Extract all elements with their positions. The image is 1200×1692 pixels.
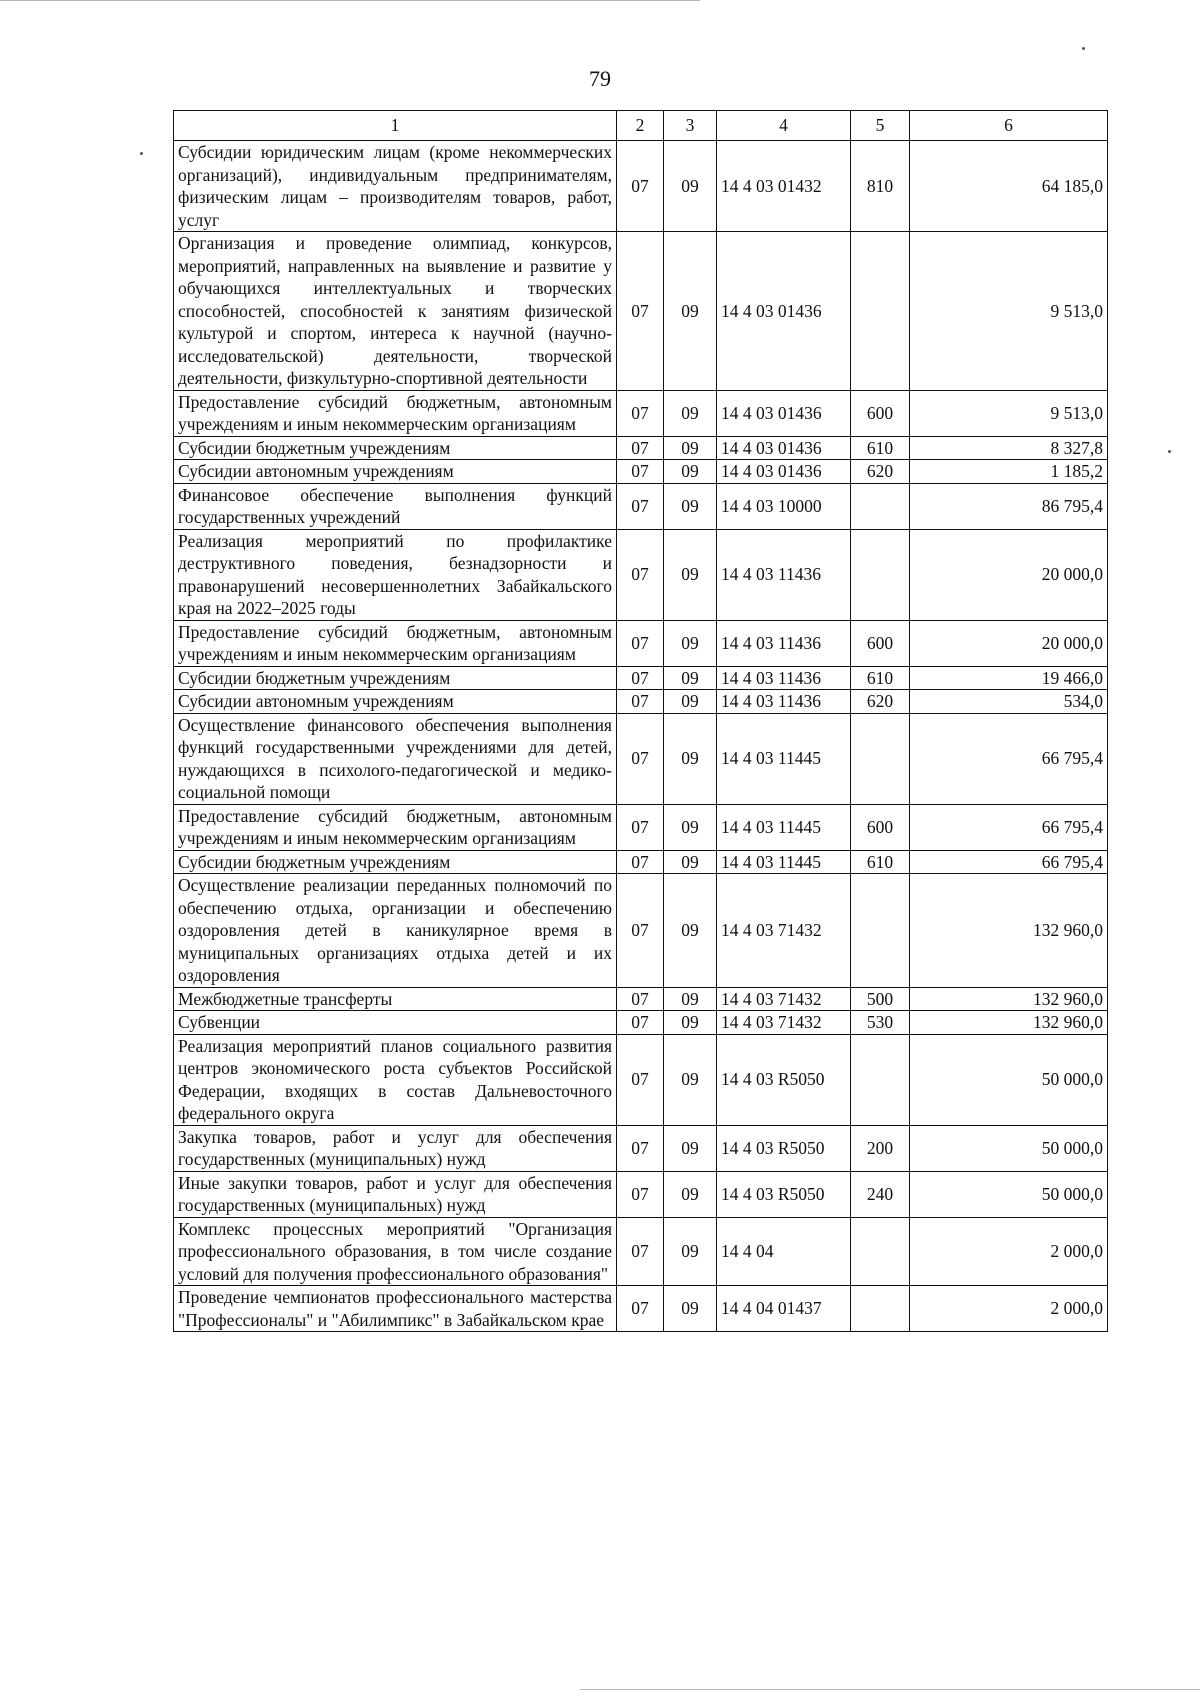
item-name: Финансовое обеспечение выполнения функций государственных учреждений: [174, 483, 617, 529]
subsection-code: 09: [664, 390, 717, 436]
subsection-code: 09: [664, 232, 717, 391]
item-name: Осуществление реализации переданных полномочий по обеспечению отдыха, организации и обеспечению оздоровления детей в каникулярное время в муниципальных организациях отдыха детей и их оздоровления: [174, 874, 617, 988]
table-row: [174, 620, 1108, 666]
section-code: 07: [617, 666, 664, 690]
target-code: 14 4 03 11445: [717, 850, 851, 874]
scan-speck: [1082, 47, 1085, 50]
subsection-code: 09: [664, 1217, 717, 1286]
subsection-code: 09: [664, 666, 717, 690]
subsection-code: 09: [664, 1286, 717, 1332]
section-code: 07: [617, 620, 664, 666]
target-code: 14 4 03 01436: [717, 460, 851, 484]
amount: 8 327,8: [910, 436, 1108, 460]
amount: 132 960,0: [910, 874, 1108, 988]
section-code: 07: [617, 713, 664, 804]
section-code: 07: [617, 436, 664, 460]
table-row: [174, 529, 1108, 620]
scan-top-edge: [0, 0, 700, 1]
table-row: [174, 874, 1108, 988]
target-code: 14 4 03 71432: [717, 1011, 851, 1035]
item-name: Субвенции: [174, 1011, 617, 1035]
amount: 9 513,0: [910, 232, 1108, 391]
section-code: 07: [617, 483, 664, 529]
target-code: 14 4 03 71432: [717, 987, 851, 1011]
amount: 86 795,4: [910, 483, 1108, 529]
item-name: Субсидии бюджетным учреждениям: [174, 666, 617, 690]
item-name: Субсидии бюджетным учреждениям: [174, 850, 617, 874]
target-code: 14 4 03 11436: [717, 666, 851, 690]
item-name: Комплекс процессных мероприятий "Организация профессионального образования, в том числе создание условий для получения профессионального образования": [174, 1217, 617, 1286]
table-row: [174, 1034, 1108, 1125]
header-col-6: 6: [910, 111, 1108, 141]
subsection-code: 09: [664, 690, 717, 714]
subsection-code: 09: [664, 713, 717, 804]
target-code: 14 4 03 01436: [717, 232, 851, 391]
target-code: 14 4 03 01436: [717, 390, 851, 436]
amount: 66 795,4: [910, 713, 1108, 804]
expense-type-code: 240: [851, 1171, 910, 1217]
table-row: [174, 141, 1108, 232]
section-code: 07: [617, 1034, 664, 1125]
expense-type-code: [851, 1034, 910, 1125]
table-row: [174, 483, 1108, 529]
amount: 19 466,0: [910, 666, 1108, 690]
amount: 2 000,0: [910, 1286, 1108, 1332]
target-code: 14 4 04: [717, 1217, 851, 1286]
target-code: 14 4 03 R5050: [717, 1171, 851, 1217]
subsection-code: 09: [664, 1171, 717, 1217]
page-number: 79: [589, 66, 611, 91]
table-row: [174, 690, 1108, 714]
amount: 50 000,0: [910, 1171, 1108, 1217]
subsection-code: 09: [664, 804, 717, 850]
subsection-code: 09: [664, 483, 717, 529]
expense-type-code: 810: [851, 141, 910, 232]
section-code: 07: [617, 460, 664, 484]
amount: 2 000,0: [910, 1217, 1108, 1286]
expense-type-code: 600: [851, 804, 910, 850]
amount: 1 185,2: [910, 460, 1108, 484]
table-row: [174, 1217, 1108, 1286]
subsection-code: 09: [664, 1034, 717, 1125]
subsection-code: 09: [664, 1011, 717, 1035]
section-code: 07: [617, 874, 664, 988]
section-code: 07: [617, 390, 664, 436]
subsection-code: 09: [664, 1125, 717, 1171]
section-code: 07: [617, 1286, 664, 1332]
expense-type-code: 610: [851, 850, 910, 874]
amount: 66 795,4: [910, 804, 1108, 850]
item-name: Иные закупки товаров, работ и услуг для обеспечения государственных (муниципальных) нужд: [174, 1171, 617, 1217]
budget-table: [173, 110, 1108, 1332]
target-code: 14 4 03 71432: [717, 874, 851, 988]
table-row: [174, 850, 1108, 874]
target-code: 14 4 03 11436: [717, 529, 851, 620]
expense-type-code: 530: [851, 1011, 910, 1035]
amount: 132 960,0: [910, 1011, 1108, 1035]
target-code: 14 4 03 10000: [717, 483, 851, 529]
subsection-code: 09: [664, 436, 717, 460]
section-code: 07: [617, 1217, 664, 1286]
scan-speck: [1168, 450, 1171, 453]
subsection-code: 09: [664, 460, 717, 484]
section-code: 07: [617, 987, 664, 1011]
section-code: 07: [617, 1171, 664, 1217]
section-code: 07: [617, 804, 664, 850]
expense-type-code: 620: [851, 460, 910, 484]
scan-speck: [140, 152, 143, 155]
amount: 20 000,0: [910, 620, 1108, 666]
subsection-code: 09: [664, 874, 717, 988]
header-col-1: 1: [174, 111, 617, 141]
table-row: [174, 232, 1108, 391]
section-code: 07: [617, 529, 664, 620]
section-code: 07: [617, 1011, 664, 1035]
expense-type-code: 610: [851, 666, 910, 690]
table-row: [174, 1011, 1108, 1035]
subsection-code: 09: [664, 620, 717, 666]
expense-type-code: 620: [851, 690, 910, 714]
amount: 66 795,4: [910, 850, 1108, 874]
expense-type-code: [851, 483, 910, 529]
subsection-code: 09: [664, 850, 717, 874]
table-row: [174, 436, 1108, 460]
table-row: [174, 390, 1108, 436]
table-row: [174, 666, 1108, 690]
item-name: Межбюджетные трансферты: [174, 987, 617, 1011]
expense-type-code: [851, 874, 910, 988]
target-code: 14 4 03 11445: [717, 713, 851, 804]
expense-type-code: [851, 1286, 910, 1332]
target-code: 14 4 03 11436: [717, 690, 851, 714]
item-name: Организация и проведение олимпиад, конкурсов, мероприятий, направленных на выявление и развитие у обучающихся интеллектуальных и творческих способностей, способностей к занятиям физической культурой и спортом, интереса к научной (научно-исследовательской) деятельности, творческой деятельности, физкультурно-спортивной деятельности: [174, 232, 617, 391]
amount: 64 185,0: [910, 141, 1108, 232]
item-name: Субсидии юридическим лицам (кроме некоммерческих организаций), индивидуальным предпринимателям, физическим лицам – производителям товаров, работ, услуг: [174, 141, 617, 232]
header-col-2: 2: [617, 111, 664, 141]
table-row: [174, 713, 1108, 804]
item-name: Субсидии автономным учреждениям: [174, 690, 617, 714]
amount: 50 000,0: [910, 1034, 1108, 1125]
amount: 132 960,0: [910, 987, 1108, 1011]
table-row: [174, 987, 1108, 1011]
target-code: 14 4 04 01437: [717, 1286, 851, 1332]
expense-type-code: 610: [851, 436, 910, 460]
expense-type-code: 600: [851, 620, 910, 666]
subsection-code: 09: [664, 987, 717, 1011]
expense-type-code: [851, 1217, 910, 1286]
table-row: [174, 804, 1108, 850]
section-code: 07: [617, 690, 664, 714]
expense-type-code: 200: [851, 1125, 910, 1171]
table-row: [174, 460, 1108, 484]
item-name: Закупка товаров, работ и услуг для обеспечения государственных (муниципальных) нужд: [174, 1125, 617, 1171]
target-code: 14 4 03 R5050: [717, 1034, 851, 1125]
target-code: 14 4 03 01432: [717, 141, 851, 232]
subsection-code: 09: [664, 141, 717, 232]
table-row: [174, 1286, 1108, 1332]
item-name: Предоставление субсидий бюджетным, автономным учреждениям и иным некоммерческим организациям: [174, 804, 617, 850]
expense-type-code: [851, 232, 910, 391]
table-row: [174, 1125, 1108, 1171]
header-row: [174, 111, 1108, 141]
item-name: Предоставление субсидий бюджетным, автономным учреждениям и иным некоммерческим организациям: [174, 620, 617, 666]
header-col-5: 5: [851, 111, 910, 141]
target-code: 14 4 03 01436: [717, 436, 851, 460]
item-name: Субсидии бюджетным учреждениям: [174, 436, 617, 460]
target-code: 14 4 03 R5050: [717, 1125, 851, 1171]
item-name: Осуществление финансового обеспечения выполнения функций государственными учреждениями для детей, нуждающихся в психолого-педагогической и медико-социальной помощи: [174, 713, 617, 804]
item-name: Реализация мероприятий по профилактике деструктивного поведения, безнадзорности и правонарушений несовершеннолетних Забайкальского края на 2022–2025 годы: [174, 529, 617, 620]
section-code: 07: [617, 850, 664, 874]
expense-type-code: [851, 713, 910, 804]
target-code: 14 4 03 11436: [717, 620, 851, 666]
amount: 9 513,0: [910, 390, 1108, 436]
amount: 50 000,0: [910, 1125, 1108, 1171]
section-code: 07: [617, 1125, 664, 1171]
target-code: 14 4 03 11445: [717, 804, 851, 850]
expense-type-code: [851, 529, 910, 620]
header-col-3: 3: [664, 111, 717, 141]
item-name: Проведение чемпионатов профессионального мастерства "Профессионалы" и "Абилимпикс" в Забайкальском крае: [174, 1286, 617, 1332]
item-name: Субсидии автономным учреждениям: [174, 460, 617, 484]
section-code: 07: [617, 141, 664, 232]
expense-type-code: 600: [851, 390, 910, 436]
amount: 20 000,0: [910, 529, 1108, 620]
scan-bottom-edge: [580, 1689, 1200, 1690]
amount: 534,0: [910, 690, 1108, 714]
section-code: 07: [617, 232, 664, 391]
item-name: Предоставление субсидий бюджетным, автономным учреждениям и иным некоммерческим организациям: [174, 390, 617, 436]
expense-type-code: 500: [851, 987, 910, 1011]
table-row: [174, 1171, 1108, 1217]
item-name: Реализация мероприятий планов социального развития центров экономического роста субъектов Российской Федерации, входящих в состав Дальневосточного федерального округа: [174, 1034, 617, 1125]
header-col-4: 4: [717, 111, 851, 141]
subsection-code: 09: [664, 529, 717, 620]
